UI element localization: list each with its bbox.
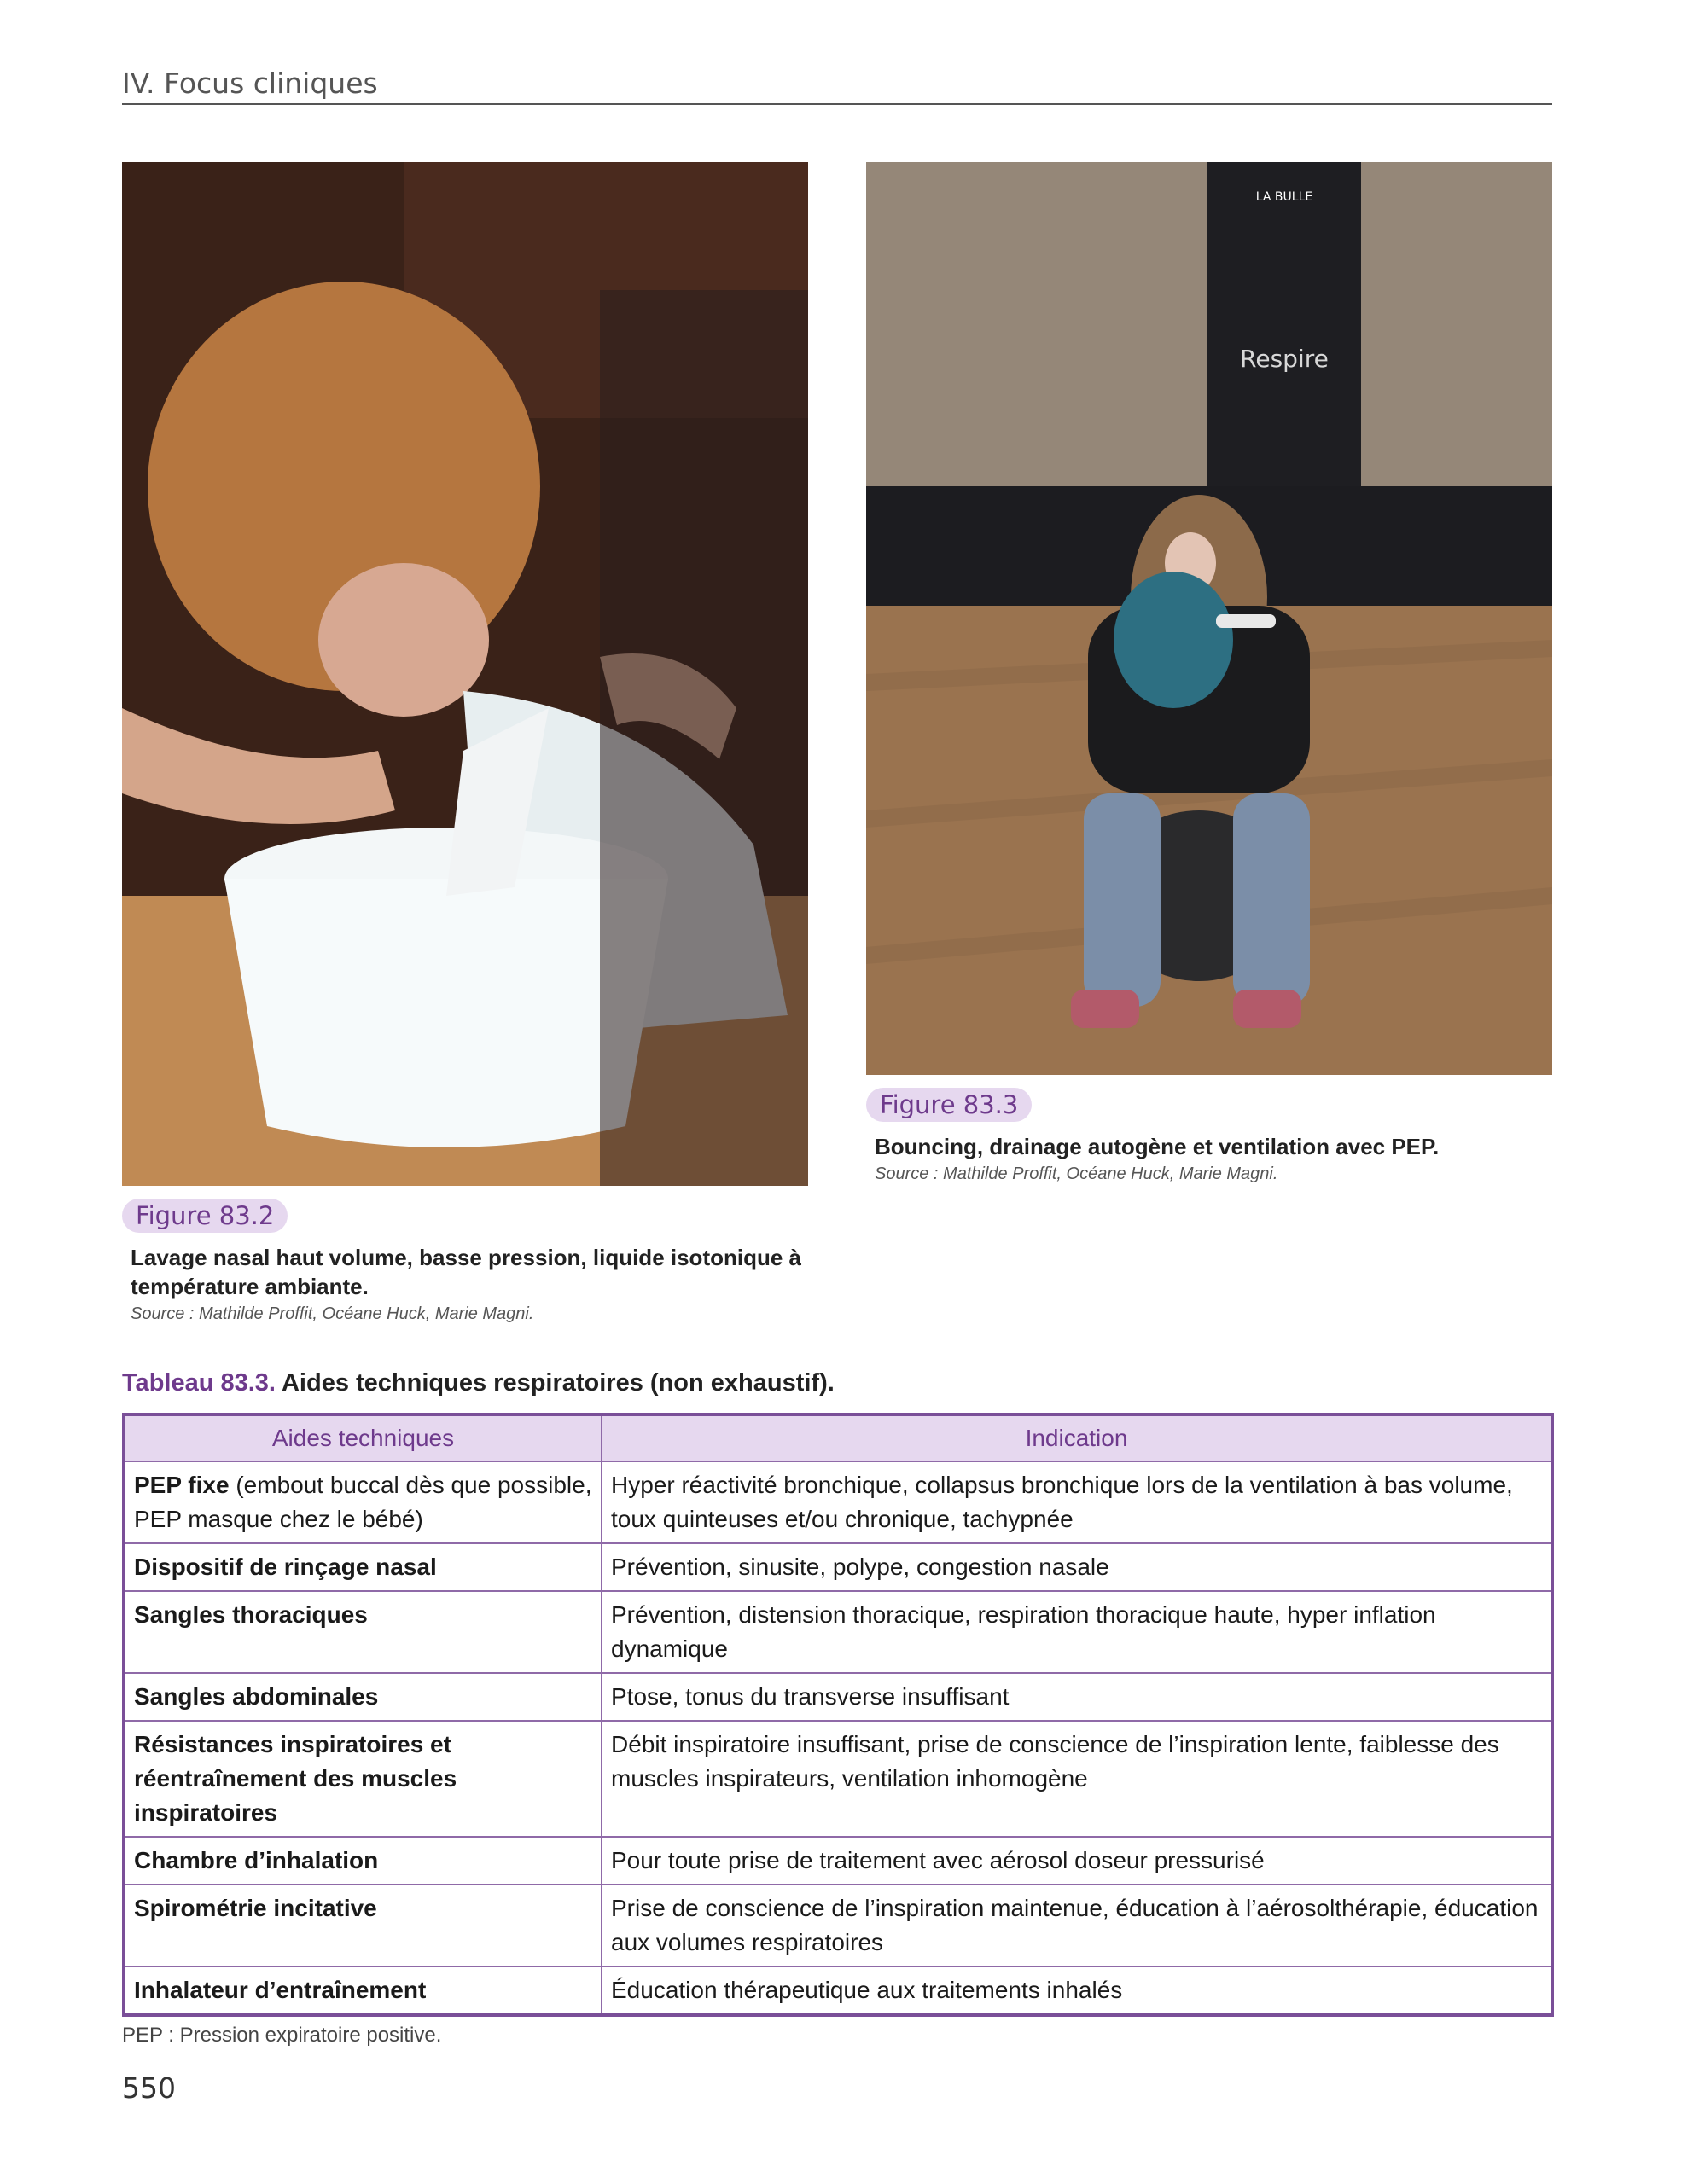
aid-cell [124,1543,602,1591]
aid-cell [124,1837,602,1885]
aid-cell [124,1673,602,1721]
aid-cell [124,1591,602,1673]
aid-cell [124,1721,602,1837]
indication-cell: Prise de conscience de l’inspiration maintenue, éducation à l’aérosolthérapie, éducation aux volumes respiratoires [602,1885,1552,1966]
table-row [124,1591,1552,1673]
figure-caption-line-1: Lavage nasal haut volume, basse pression, liquide isotonique à [131,1245,801,1270]
indication-cell: Prévention, distension thoracique, respiration thoracique haute, hyper inflation dynamique [602,1591,1552,1673]
table-row [124,1543,1552,1591]
photo-nasal-lavage [122,162,808,1186]
aid-name: PEP fixe [134,1472,230,1498]
table-number: Tableau 83.3. [122,1369,276,1397]
table-row [124,1721,1552,1837]
indication-cell: Éducation thérapeutique aux traitements inhalés [602,1966,1552,2015]
photo-nasal-lavage-illustration [122,162,808,1186]
table-footnote: PEP : Pression expiratoire positive. [122,2024,442,2047]
table-header-row [124,1414,1552,1461]
aid-name: Résistances inspiratoires et réentraînement des muscles inspiratoires [134,1731,457,1826]
figure-caption: Bouncing, drainage autogène et ventilation avec PEP. [875,1134,1440,1159]
aid-detail: (embout buccal dès que possible, PEP masque chez le bébé) [134,1472,592,1532]
figure-83-2-caption-block [122,1199,805,1324]
respiratory-aids-table [122,1413,1554,2017]
table-row [124,1837,1552,1885]
running-header: IV. Focus cliniques [122,67,1552,105]
aid-cell [124,1966,602,2015]
table-row [124,1885,1552,1966]
table-row [124,1461,1552,1543]
figure-source: Source : Mathilde Proffit, Océane Huck, Marie Magni. [875,1165,1278,1183]
aid-name: Sangles thoraciques [134,1601,368,1628]
table-row [124,1966,1552,2015]
aid-name: Inhalateur d’entraînement [134,1977,427,2003]
photo-banner-brand: LA BULLE [1255,190,1313,204]
column-header-indication: Indication [602,1414,1552,1461]
figure-label: Figure 83.2 [122,1199,288,1233]
figure-caption-line-2: température ambiante. [131,1274,369,1299]
aid-name: Sangles abdominales [134,1683,379,1710]
indication-cell: Débit inspiratoire insuffisant, prise de conscience de l’inspiration lente, faiblesse des muscles inspirateurs, ventilation inhomogène [602,1721,1552,1837]
aid-cell [124,1885,602,1966]
table-row [124,1673,1552,1721]
figure-source: Source : Mathilde Proffit, Océane Huck, Marie Magni. [131,1304,534,1323]
indication-cell: Pour toute prise de traitement avec aérosol doseur pressurisé [602,1837,1552,1885]
indication-cell: Hyper réactivité bronchique, collapsus bronchique lors de la ventilation à bas volume, toux quinteuses et/ou chronique, tachypnée [602,1461,1552,1543]
table-title [122,1369,835,1397]
aid-name: Dispositif de rinçage nasal [134,1554,437,1580]
figure-83-3-caption-block [866,1088,1552,1184]
aid-name: Chambre d’inhalation [134,1847,379,1873]
figure-caption [122,1243,805,1301]
page-number: 550 [122,2071,176,2105]
photo-bouncing-pep [866,162,1552,1075]
table-title-text: Aides techniques respiratoires (non exhaustif). [281,1369,835,1397]
figure-label: Figure 83.3 [866,1088,1032,1122]
aid-cell [124,1461,602,1543]
indication-cell: Prévention, sinusite, polype, congestion nasale [602,1543,1552,1591]
aid-name: Spirométrie incitative [134,1895,377,1921]
indication-cell: Ptose, tonus du transverse insuffisant [602,1673,1552,1721]
photo-bouncing-pep-illustration [866,162,1552,1075]
column-header-aids: Aides techniques [124,1414,602,1461]
photo-banner-word: Respire [1240,345,1329,373]
